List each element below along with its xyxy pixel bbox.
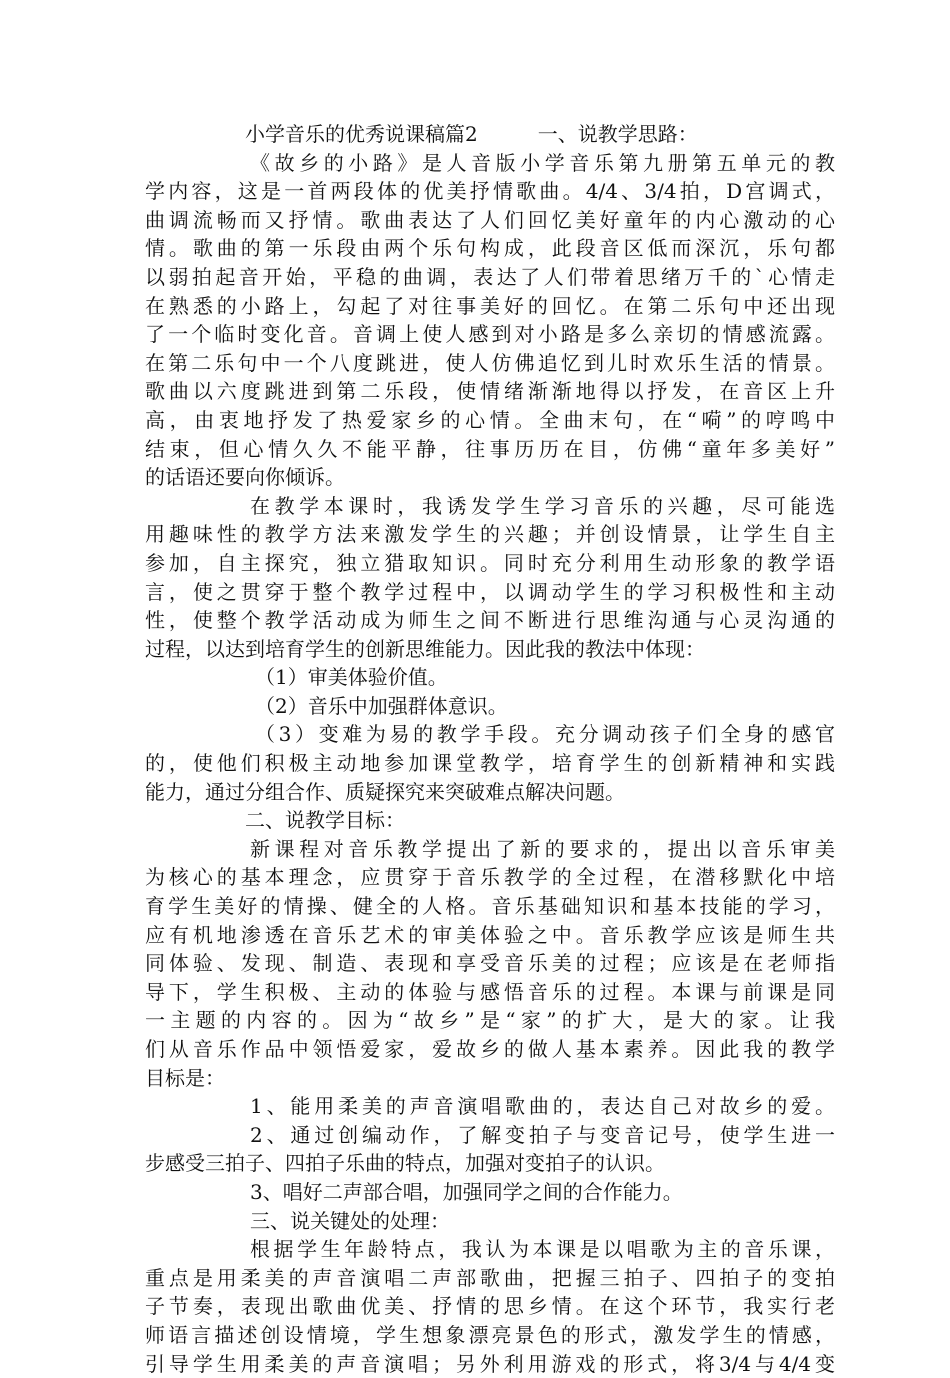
text-line: 导下，学生积极、主动的体验与感悟音乐的过程。本课与前课是同 (145, 979, 835, 1004)
text-line: 师语言描述创设情境，学生想象漂亮景色的形式，激发学生的情感， (145, 1322, 835, 1347)
text-line: 歌曲以六度跳进到第二乐段，使情绪渐渐地得以抒发，在音区上升 (145, 379, 835, 404)
text-line: 在熟悉的小路上，勾起了对往事美好的回忆。在第二乐句中还出现 (145, 293, 835, 318)
text-line: 以弱拍起音开始，平稳的曲调，表达了人们带着思绪万千的`心情走 (145, 264, 835, 289)
text-line: 言，使之贯穿于整个教学过程中，以调动学生的学习积极性和主动 (145, 579, 835, 604)
text-line: 性，使整个教学活动成为师生之间不断进行思维沟通与心灵沟通的 (145, 608, 835, 633)
text-line: 3、唱好二声部合唱，加强同学之间的合作能力。 (250, 1179, 683, 1204)
text-line: 二、说教学目标： (245, 808, 405, 833)
text-line: 的，使他们积极主动地参加课堂教学，培育学生的创新精神和实践 (145, 751, 835, 776)
text-line: 育学生美好的情操、健全的人格。音乐基础知识和基本技能的学习， (145, 894, 835, 919)
text-line: 目标是： (145, 1065, 225, 1090)
text-line: （1）审美体验价值。 (255, 665, 448, 690)
text-line: 《故乡的小路》是人音版小学音乐第九册第五单元的教 (250, 150, 835, 175)
text-line: 步感受三拍子、四拍子乐曲的特点，加强对变拍子的认识。 (145, 1151, 665, 1176)
text-line: 情。歌曲的第一乐段由两个乐句构成，此段音区低而深沉，乐句都 (145, 236, 835, 261)
text-line: 结束，但心情久久不能平静，往事历历在目，仿佛“童年多美好” (145, 436, 835, 461)
text-line: 子节奏，表现出歌曲优美、抒情的思乡情。在这个环节，我实行老 (145, 1294, 835, 1319)
text-line: 小学音乐的优秀说课稿篇2 一、说教学思路： (245, 122, 698, 146)
text-line: （2）音乐中加强群体意识。 (255, 693, 508, 718)
text-line: 新课程对音乐教学提出了新的要求的，提出以音乐审美 (250, 836, 835, 861)
text-line: 1、能用柔美的声音演唱歌曲的，表达自己对故乡的爱。 (250, 1094, 835, 1119)
text-line: 过程，以达到培育学生的创新思维能力。因此我的教法中体现： (145, 636, 705, 661)
text-line: 一主题的内容的。因为“故乡”是“家”的扩大，是大的家。让我 (145, 1008, 835, 1033)
text-line: 参加，自主探究，独立猎取知识。同时充分利用生动形象的教学语 (145, 550, 835, 575)
text-line: 同体验、发现、制造、表现和享受音乐美的过程；应该是在老师指 (145, 951, 835, 976)
text-line: 能力，通过分组合作、质疑探究来突破难点解决问题。 (145, 779, 625, 804)
text-line: 们从音乐作品中领悟爱家，爱故乡的做人基本素养。因此我的教学 (145, 1037, 835, 1061)
document-body (145, 120, 835, 1378)
text-line: 用趣味性的教学方法来激发学生的兴趣；并创设情景，让学生自主 (145, 522, 835, 547)
text-line: 引导学生用柔美的声音演唱；另外利用游戏的形式，将3/4与4/4变 (145, 1351, 835, 1376)
text-line: 根据学生年龄特点，我认为本课是以唱歌为主的音乐课， (250, 1237, 835, 1262)
text-line: 在教学本课时，我诱发学生学习音乐的兴趣，尽可能选 (250, 493, 835, 518)
text-line: 了一个临时变化音。音调上使人感到对小路是多么亲切的情感流露。 (145, 322, 835, 347)
text-line: 为核心的基本理念，应贯穿于音乐教学的全过程，在潜移默化中培 (145, 865, 835, 890)
text-line: 曲调流畅而又抒情。歌曲表达了人们回忆美好童年的内心激动的心 (145, 207, 835, 232)
text-line: 高，由衷地抒发了热爱家乡的心情。全曲末句，在“嗬”的哼鸣中 (145, 407, 835, 432)
text-line: 应有机地渗透在音乐艺术的审美体验之中。音乐教学应该是师生共 (145, 922, 835, 947)
text-line: 在第二乐句中一个八度跳进，使人仿佛追忆到儿时欢乐生活的情景。 (145, 350, 835, 375)
text-line: 2、通过创编动作，了解变拍子与变音记号，使学生进一 (250, 1122, 835, 1147)
text-line: 三、说关键处的处理： (250, 1208, 450, 1233)
text-line: 重点是用柔美的声音演唱二声部歌曲，把握三拍子、四拍子的变拍 (145, 1265, 835, 1290)
text-line: 的话语还要向你倾诉。 (145, 465, 345, 490)
text-line: 学内容，这是一首两段体的优美抒情歌曲。4/4、3/4拍，D宫调式， (145, 179, 835, 204)
text-line: （3）变难为易的教学手段。充分调动孩子们全身的感官 (255, 722, 835, 747)
